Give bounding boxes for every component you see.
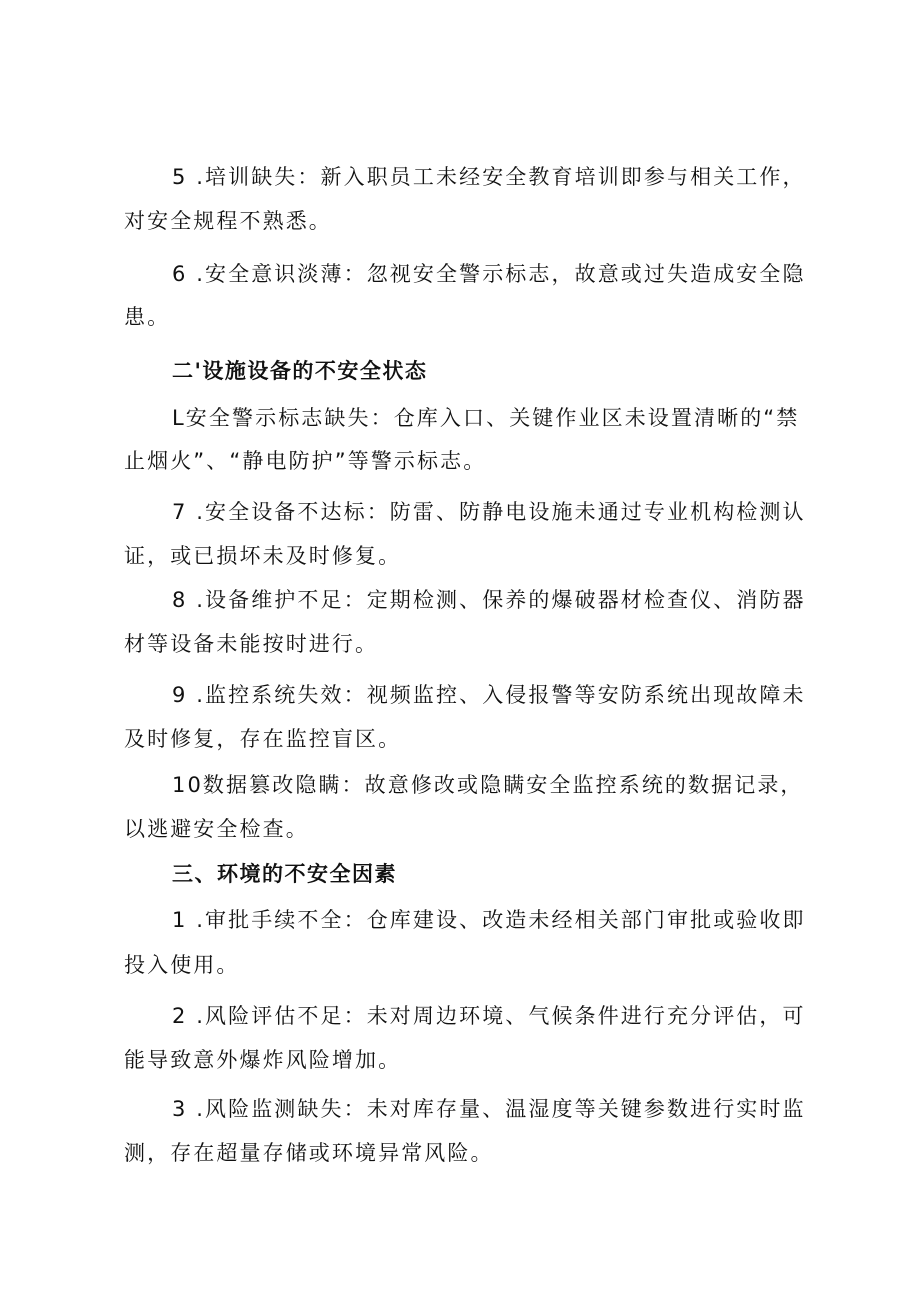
s2-item-8-line-2: 材等设备未能按时进行。 bbox=[124, 632, 379, 656]
item-5-line-2: 对安全规程不熟悉。 bbox=[124, 209, 332, 233]
s3-item-2-line-2: 能导致意外爆炸风险增加。 bbox=[124, 1048, 402, 1072]
s2-item-7-line-2: 证，或已损坏未及时修复。 bbox=[124, 544, 402, 568]
s2-item-9-line-1: 9 .监控系统失效：视频监控、入侵报警等安防系统出现故障未 bbox=[172, 683, 806, 707]
section-2-heading: 二'设施设备的不安全状态 bbox=[172, 359, 428, 383]
item-6-line-2: 患。 bbox=[124, 305, 171, 329]
s3-item-3-line-1: 3 .风险监测缺失：未对库存量、温湿度等关键参数进行实时监 bbox=[172, 1097, 806, 1121]
item-5-line-1: 5 .培训缺失：新入职员工未经安全教育培训即参与相关工作， bbox=[172, 165, 806, 189]
s2-item-10-line-2: 以逃避安全检查。 bbox=[124, 817, 309, 841]
section-3-heading: 三、环境的不安全因素 bbox=[172, 862, 397, 886]
s2-item-9-line-2: 及时修复，存在监控盲区。 bbox=[124, 727, 402, 751]
s3-item-2-line-1: 2 .风险评估不足：未对周边环境、气候条件进行充分评估，可 bbox=[172, 1004, 806, 1028]
s2-item-1-line-1: L安全警示标志缺失：仓库入口、关键作业区未设置清晰的“禁 bbox=[172, 406, 800, 430]
s2-item-10-line-1: 10数据篡改隐瞒：故意修改或隐瞒安全监控系统的数据记录， bbox=[172, 773, 804, 797]
s2-item-7-line-1: 7 .安全设备不达标：防雷、防静电设施未通过专业机构检测认 bbox=[172, 500, 806, 524]
s3-item-3-line-2: 测，存在超量存储或环境异常风险。 bbox=[124, 1141, 494, 1165]
s2-item-8-line-1: 8 .设备维护不足：定期检测、保养的爆破器材检查仪、消防器 bbox=[172, 588, 806, 612]
s2-item-1-line-2: 止烟火”、“静电防护”等警示标志。 bbox=[124, 449, 487, 473]
item-6-line-1: 6 .安全意识淡薄：忽视安全警示标志，故意或过失造成安全隐 bbox=[172, 262, 806, 286]
s3-item-1-line-2: 投入使用。 bbox=[124, 953, 240, 977]
s3-item-1-line-1: 1 .审批手续不全：仓库建设、改造未经相关部门审批或验收即 bbox=[172, 908, 806, 932]
